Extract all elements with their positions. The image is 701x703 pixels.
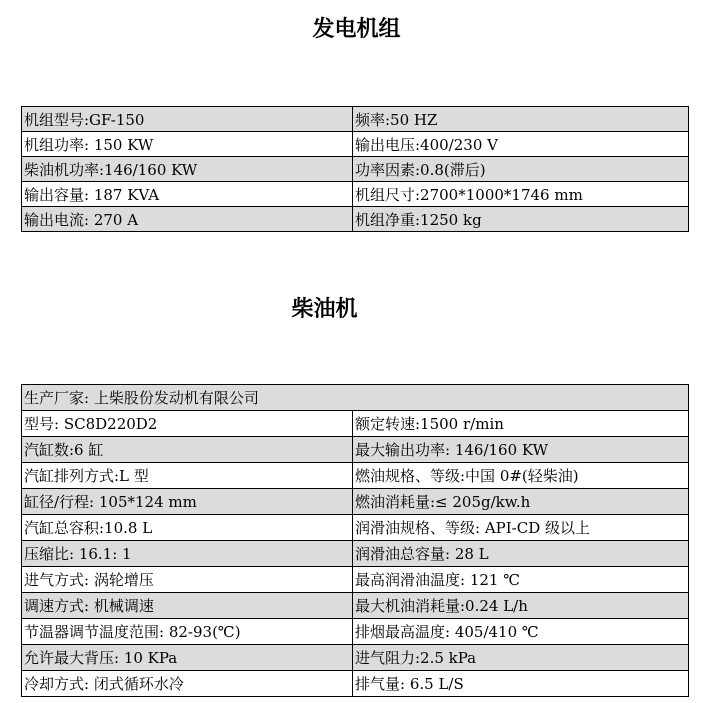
table-row: [22, 541, 689, 567]
table-row: [22, 567, 689, 593]
table-row: [22, 515, 689, 541]
table-cell: 机组功率: 150 KW: [22, 132, 353, 157]
table-row: [22, 157, 689, 182]
table-cell: 进气方式: 涡轮增压: [22, 567, 353, 593]
table-cell: 柴油机功率:146/160 KW: [22, 157, 353, 182]
table-row: [22, 489, 689, 515]
table-row: [22, 385, 689, 411]
table-cell: 机组型号:GF-150: [22, 107, 353, 132]
table-cell: 型号: SC8D220D2: [22, 411, 353, 437]
table-cell: 节温器调节温度范围: 82-93(℃): [22, 619, 353, 645]
table-row: [22, 182, 689, 207]
table-cell: 最大机油消耗量:0.24 L/h: [353, 593, 689, 619]
table-cell: 输出电压:400/230 V: [353, 132, 689, 157]
table-cell: 汽缸数:6 缸: [22, 437, 353, 463]
manufacturer-cell: 生产厂家: 上柴股份发动机有限公司: [22, 385, 689, 411]
table-cell: 允许最大背压: 10 KPa: [22, 645, 353, 671]
table-cell: 输出容量: 187 KVA: [22, 182, 353, 207]
table-cell: 最高润滑油温度: 121 ℃: [353, 567, 689, 593]
table-row: [22, 207, 689, 232]
table-cell: 燃油规格、等级:中国 0#(轻柴油): [353, 463, 689, 489]
table-cell: 功率因素:0.8(滞后): [353, 157, 689, 182]
table-row: [22, 671, 689, 697]
table-cell: 频率:50 HZ: [353, 107, 689, 132]
table-row: [22, 437, 689, 463]
engine-spec-table: [21, 384, 689, 697]
table-cell: 缸径/行程: 105*124 mm: [22, 489, 353, 515]
table-cell: 额定转速:1500 r/min: [353, 411, 689, 437]
table-row: [22, 619, 689, 645]
table-cell: 机组尺寸:2700*1000*1746 mm: [353, 182, 689, 207]
table-cell: 汽缸总容积:10.8 L: [22, 515, 353, 541]
table-row: [22, 463, 689, 489]
table-cell: 输出电流: 270 A: [22, 207, 353, 232]
table-cell: 进气阻力:2.5 kPa: [353, 645, 689, 671]
table-cell: 排烟最高温度: 405/410 ℃: [353, 619, 689, 645]
generator-section-title: 发电机组: [312, 17, 401, 42]
table-cell: 润滑油总容量: 28 L: [353, 541, 689, 567]
table-cell: 润滑油规格、等级: API-CD 级以上: [353, 515, 689, 541]
table-cell: 燃油消耗量:≤ 205g/kw.h: [353, 489, 689, 515]
table-cell: 调速方式: 机械调速: [22, 593, 353, 619]
table-cell: 机组净重:1250 kg: [353, 207, 689, 232]
table-cell: 最大输出功率: 146/160 KW: [353, 437, 689, 463]
table-row: [22, 411, 689, 437]
table-row: [22, 593, 689, 619]
generator-spec-table: [21, 106, 689, 232]
table-row: [22, 645, 689, 671]
table-row: [22, 107, 689, 132]
table-cell: 汽缸排列方式:L 型: [22, 463, 353, 489]
table-cell: 冷却方式: 闭式循环水冷: [22, 671, 353, 697]
table-cell: 排气量: 6.5 L/S: [353, 671, 689, 697]
table-row: [22, 132, 689, 157]
engine-section-title: 柴油机: [291, 297, 358, 322]
table-cell: 压缩比: 16.1: 1: [22, 541, 353, 567]
